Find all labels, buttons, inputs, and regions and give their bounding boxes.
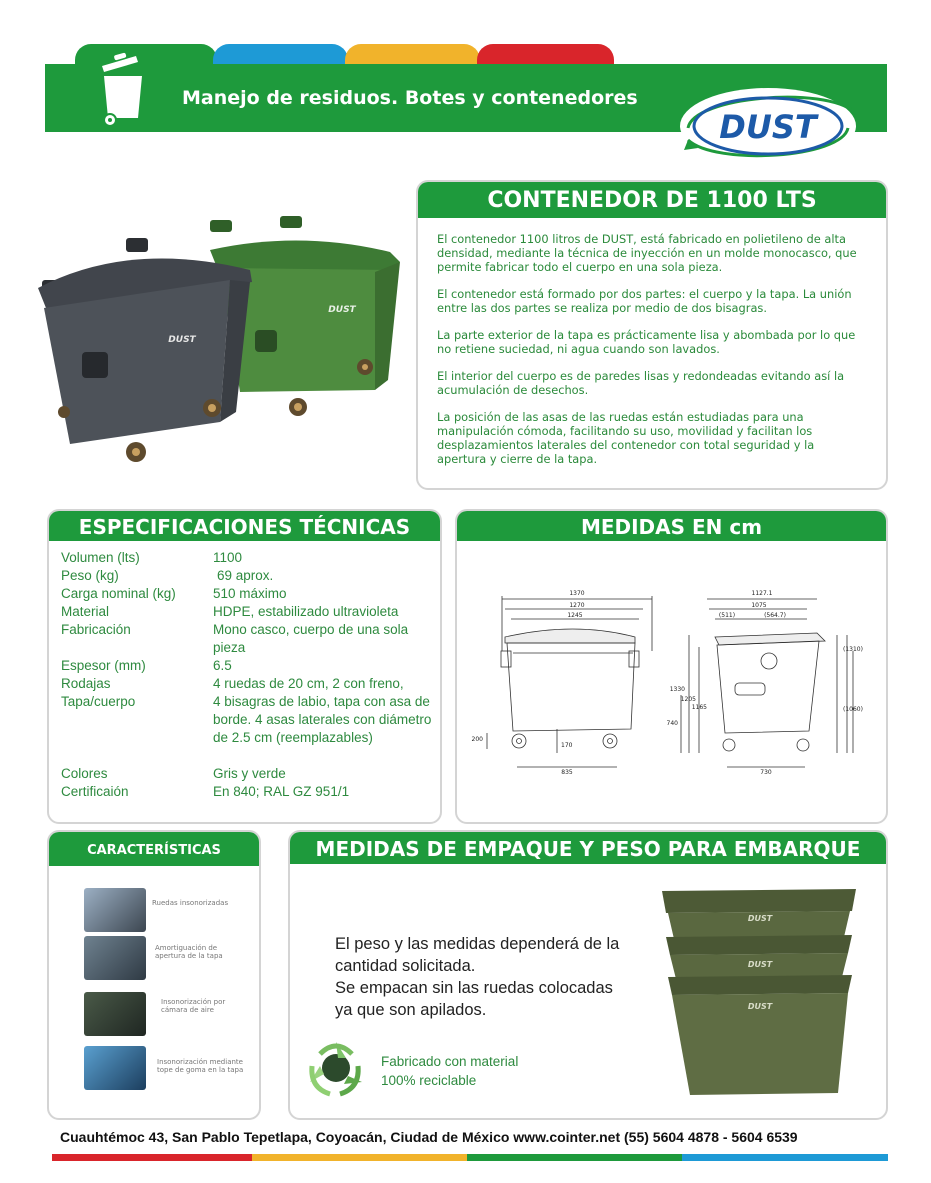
product-image bbox=[30, 212, 405, 467]
desc-paragraph: El contenedor 1100 litros de DUST, está fabricado en polietileno de alta densidad, mediante la técnica de inyección en un molde monocasco, que permite fabricar todo el cuerpo en una sola pieza. bbox=[437, 232, 857, 274]
dim-label: 1245 bbox=[567, 612, 583, 619]
dim-label: 740 bbox=[666, 720, 678, 727]
packing-line: El peso y las medidas dependerá de la bbox=[335, 935, 620, 953]
dim-label: 1205 bbox=[680, 696, 696, 703]
spec-value: 4 ruedas de 20 cm, 2 con freno, bbox=[213, 676, 404, 691]
dim-label: 1075 bbox=[751, 602, 767, 609]
strip-blue bbox=[682, 1154, 888, 1161]
spec-value: 1100 bbox=[213, 550, 243, 565]
header-title: Manejo de residuos. Botes y contenedores bbox=[182, 87, 638, 109]
dim-label: 1370 bbox=[569, 590, 585, 597]
spec-label: Carga nominal (kg) bbox=[61, 586, 176, 601]
footer-address: Cuauhtémoc 43, San Pablo Tepetlapa, Coyoacán, Ciudad de México www.cointer.net (55) 5604 4878 - 5604 6539 bbox=[60, 1129, 798, 1145]
spec-label: Tapa/cuerpo bbox=[61, 694, 136, 709]
spec-label: Rodajas bbox=[61, 676, 111, 691]
spec-label: Espesor (mm) bbox=[61, 658, 146, 673]
recycle-note bbox=[381, 1052, 601, 1090]
spec-label: Peso (kg) bbox=[61, 568, 119, 583]
spec-value: 510 máximo bbox=[213, 586, 287, 601]
spec-label: Material bbox=[61, 604, 110, 619]
desc-paragraph: La posición de las asas de las ruedas están estudiadas para una manipulación cómoda, facilitando su uso, movilidad y facilitan los desplazamientos laterales del contenedor con total seguridad y la apertura y cierre de la tapa. bbox=[437, 410, 815, 466]
dim-label: 835 bbox=[561, 769, 573, 776]
packing-line: ya que son apilados. bbox=[335, 1001, 487, 1019]
wheel-photo bbox=[84, 888, 146, 932]
dim-label: (1060) bbox=[843, 706, 863, 713]
dim-label: (1310) bbox=[843, 646, 863, 653]
stacked-bins-image bbox=[660, 885, 860, 1100]
dim-label: (511) bbox=[718, 612, 736, 619]
dim-label: (564.7) bbox=[764, 612, 786, 619]
spec-value: 4 bisagras de labio, tapa con asa de borde. 4 asas laterales con diámetro de 2.5 cm (reemplazables) bbox=[213, 694, 432, 745]
stack-logo: DUST bbox=[747, 914, 773, 923]
strip-yellow bbox=[252, 1154, 467, 1161]
dim-label: 200 bbox=[471, 736, 483, 743]
dust-logo bbox=[676, 82, 866, 168]
grey-bin-logo: DUST bbox=[168, 335, 196, 345]
air-chamber-photo bbox=[84, 992, 146, 1036]
feature-label: Amortiguación de apertura de la tapa bbox=[155, 944, 223, 960]
dim-label: 1330 bbox=[669, 686, 685, 693]
feature-label: Insonorización mediante tope de goma en la tapa bbox=[157, 1058, 244, 1074]
dim-label: 1270 bbox=[569, 602, 585, 609]
rubber-stop-photo bbox=[84, 1046, 146, 1090]
spec-label: Colores bbox=[61, 766, 108, 781]
measures-title: MEDIDAS EN cm bbox=[457, 511, 886, 541]
measures-panel bbox=[455, 509, 888, 824]
spec-value: HDPE, estabilizado ultravioleta bbox=[213, 604, 399, 619]
technical-drawing bbox=[457, 541, 886, 821]
spec-label: Certificaión bbox=[61, 784, 129, 799]
spec-label: Volumen (lts) bbox=[61, 550, 140, 565]
desc-paragraph: El interior del cuerpo es de paredes lisas y redondeadas evitando así la acumulación de desechos. bbox=[437, 369, 845, 397]
trash-bin-icon bbox=[98, 52, 148, 130]
stack-logo: DUST bbox=[747, 960, 773, 969]
strip-green bbox=[467, 1154, 682, 1161]
recycle-icon bbox=[300, 1036, 372, 1100]
strip-red bbox=[52, 1154, 252, 1161]
packing-line: Se empacan sin las ruedas colocadas bbox=[335, 979, 613, 997]
dim-label: 730 bbox=[760, 769, 772, 776]
logo-text: DUST bbox=[719, 108, 817, 146]
spec-value: En 840; RAL GZ 951/1 bbox=[213, 784, 350, 799]
lid-damper-photo bbox=[84, 936, 146, 980]
product-panel bbox=[416, 180, 888, 490]
spec-value: 6.5 bbox=[213, 658, 232, 673]
spec-label: Fabricación bbox=[61, 622, 131, 637]
dim-label: 1165 bbox=[691, 704, 707, 711]
desc-paragraph: La parte exterior de la tapa es prácticamente lisa y abombada por lo que no retiene suciedad, ni agua cuando son lavados. bbox=[437, 328, 856, 356]
dim-label: 1127.1 bbox=[751, 590, 773, 597]
desc-paragraph: El contenedor está formado por dos partes: el cuerpo y la tapa. La unión entre las dos partes se realiza por medio de dos bisagras. bbox=[437, 287, 852, 315]
features-title: CARACTERÍSTICAS bbox=[49, 832, 259, 866]
spec-value: Gris y verde bbox=[213, 766, 286, 781]
stack-logo: DUST bbox=[747, 1002, 773, 1011]
feature-label: Ruedas insonorizadas bbox=[152, 899, 229, 907]
specs-title: ESPECIFICACIONES TÉCNICAS bbox=[49, 511, 440, 541]
specs-panel bbox=[47, 509, 442, 824]
green-bin-logo: DUST bbox=[328, 305, 356, 315]
features-panel bbox=[47, 830, 261, 1120]
spec-value: Mono casco, cuerpo de una sola pieza bbox=[213, 622, 409, 655]
product-title: CONTENEDOR DE 1100 LTS bbox=[418, 182, 886, 218]
packing-line: cantidad solicitada. bbox=[335, 957, 476, 975]
packing-title: MEDIDAS DE EMPAQUE Y PESO PARA EMBARQUE bbox=[290, 832, 886, 864]
feature-label: Insonorización por cámara de aire bbox=[161, 998, 226, 1014]
spec-value: 69 aprox. bbox=[217, 568, 274, 583]
recycle-line: 100% reciclable bbox=[381, 1073, 477, 1088]
product-description bbox=[437, 232, 867, 479]
packing-note bbox=[335, 933, 655, 1021]
dim-label: 170 bbox=[561, 742, 573, 749]
recycle-line: Fabricado con material bbox=[381, 1054, 519, 1069]
